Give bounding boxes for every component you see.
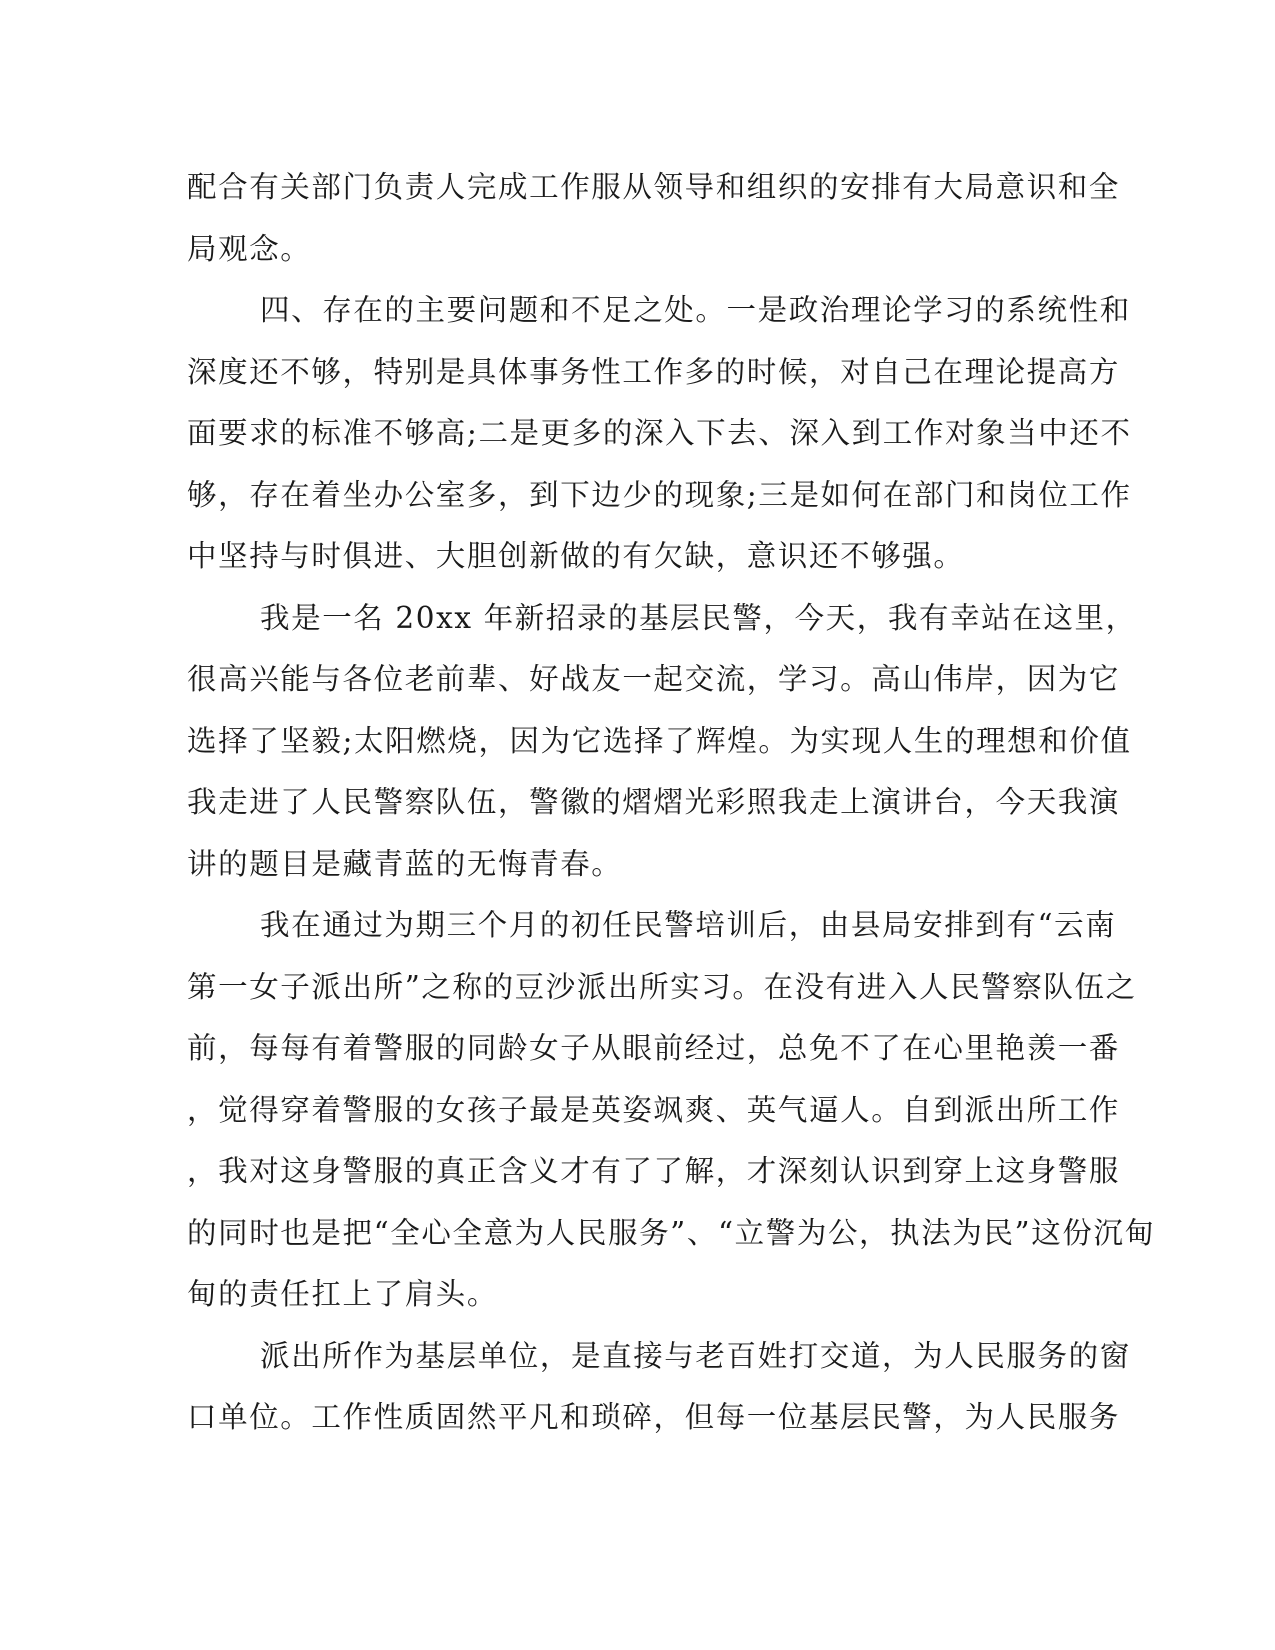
- paragraph-line: ，觉得穿着警服的女孩子最是英姿飒爽、英气逼人。自到派出所工作: [187, 1092, 1121, 1127]
- paragraph-line: 派出所作为基层单位，是直接与老百姓打交道，为人民服务的窗: [260, 1338, 1131, 1373]
- paragraph-line: 我在通过为期三个月的初任民警培训后，由县局安排到有“云南: [260, 908, 1117, 942]
- paragraph-line: 前，每每有着警服的同龄女子从眼前经过，总免不了在心里艳羡一番: [187, 1031, 1121, 1065]
- paragraph-line: 第一女子派出所”之称的豆沙派出所实习。在没有进入人民警察队伍之: [187, 969, 1137, 1004]
- paragraph-line: 我是一名 20xx 年新招录的基层民警，今天，我有幸站在这里，: [260, 600, 1137, 635]
- paragraph-line: 配合有关部门负责人完成工作服从领导和组织的安排有大局意识和全: [187, 170, 1121, 204]
- paragraph-line: 中坚持与时俱进、大胆创新做的有欠缺，意识还不够强。: [187, 539, 965, 573]
- paragraph-line: 讲的题目是藏青蓝的无悔青春。: [187, 846, 623, 881]
- paragraph-line: 我走进了人民警察队伍，警徽的熠熠光彩照我走上演讲台，今天我演: [187, 785, 1121, 819]
- paragraph-line: 选择了坚毅;太阳燃烧，因为它选择了辉煌。为实现人生的理想和价值: [187, 723, 1132, 758]
- paragraph-line: 很高兴能与各位老前辈、好战友一起交流，学习。高山伟岸，因为它: [187, 662, 1121, 696]
- paragraph-line: 的同时也是把“全心全意为人民服务”、“立警为公，执法为民”这份沉甸: [187, 1215, 1156, 1250]
- paragraph-line: 口单位。工作性质固然平凡和琐碎，但每一位基层民警，为人民服务: [187, 1400, 1121, 1434]
- paragraph-line: 甸的责任扛上了肩头。: [187, 1277, 499, 1311]
- paragraph-line: 深度还不够，特别是具体事务性工作多的时候，对自己在理论提高方: [187, 354, 1121, 389]
- paragraph-line: ，我对这身警服的真正含义才有了了解，才深刻认识到穿上这身警服: [187, 1154, 1121, 1188]
- paragraph-line: 局观念。: [187, 231, 312, 266]
- paragraph-line: 够，存在着坐办公室多，到下边少的现象;三是如何在部门和岗位工作: [187, 477, 1132, 512]
- paragraph-line: 面要求的标准不够高;二是更多的深入下去、深入到工作对象当中还不: [187, 416, 1132, 450]
- document-body: [187, 163, 1156, 1455]
- paragraph-line: 四、存在的主要问题和不足之处。一是政治理论学习的系统性和: [260, 293, 1131, 327]
